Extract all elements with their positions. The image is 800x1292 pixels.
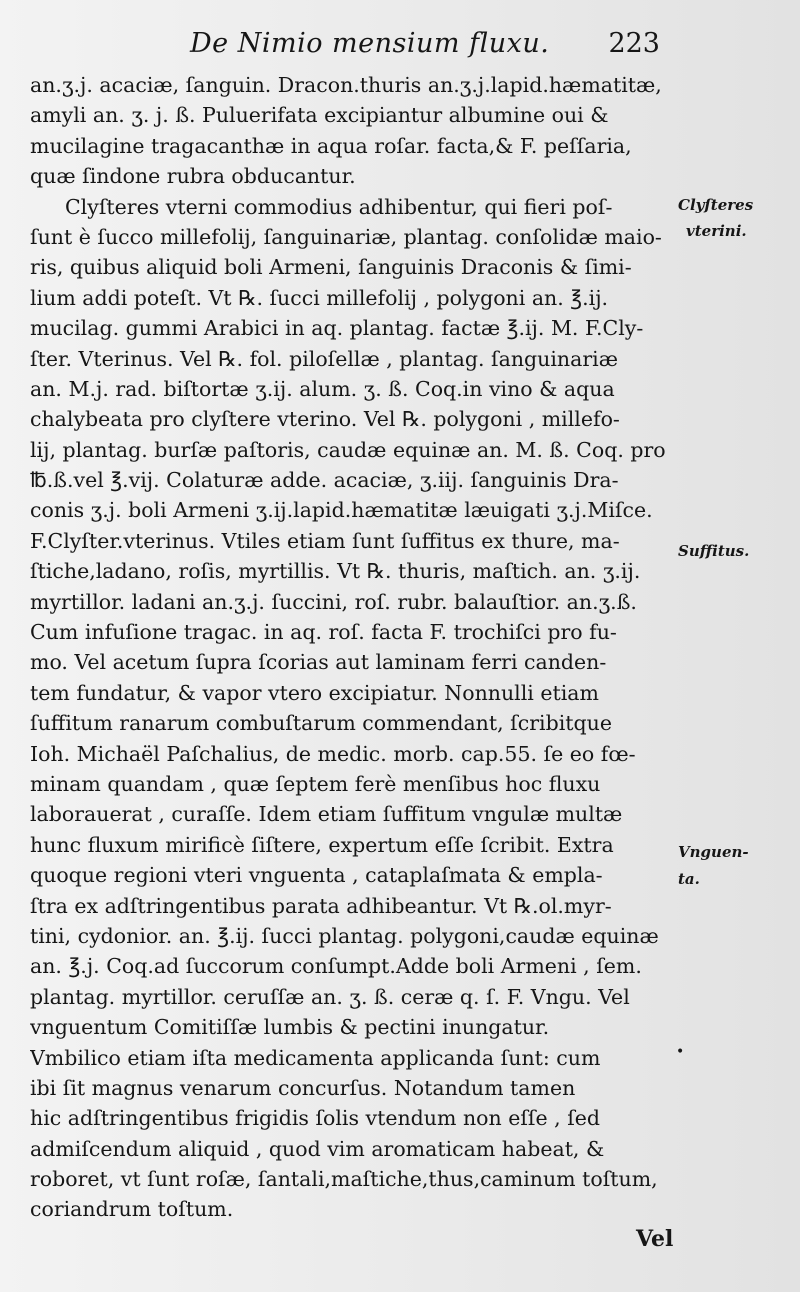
text-line: hunc fluxum mirificè ſiſtere, expertum eſſe ſcribit. Extra [30,832,614,857]
text-line: mo. Vel acetum ſupra ſcorias aut laminam ferri canden- [30,650,607,675]
text-line: mucilagine tragacanthæ in aqua roſar. facta,& F. peſſaria, [30,133,632,158]
text-line: Ioh. Michaël Paſchalius, de medic. morb. cap.55. ſe eo fœ- [30,741,636,766]
text-line: ſtiche,ladano, roſis, myrtillis. Vt ℞. thuris, maſtich. an. ʒ.ij. [30,559,641,584]
text-line: quoque regioni vteri vnguenta , cataplaſmata & empla- [30,863,603,888]
margin-note-unguenta-cont: ta. [678,870,700,888]
paragraph-start-line: Clyſteres vterni commodius adhibentur, qui fieri poſ- [65,194,613,219]
text-line: coriandrum toſtum. [30,1197,234,1222]
text-line: quæ ſindone rubra obducantur. [30,164,356,189]
text-line: vnguentum Comitiſſæ lumbis & pectini inungatur. [30,1015,550,1040]
margin-note-suffitus: Suffitus. [678,542,750,560]
text-line: mucilag. gummi Arabici in aq. plantag. factæ ℥.ij. M. F.Cly- [30,316,644,341]
text-line: an.ʒ.j. acaciæ, ſanguin. Dracon.thuris an.ʒ.j.lapid.hæmatitæ, [30,73,662,97]
text-line: hic adſtringentibus frigidis ſolis vtendum non eſſe , ſed [30,1106,601,1131]
margin-mark: • [676,1044,685,1060]
text-line: roboret, vt ſunt roſæ, ſantali,maſtiche,thus,caminum toſtum, [30,1167,658,1192]
text-line: ſtra ex adſtringentibus parata adhibeantur. Vt ℞.ol.myr- [30,893,612,918]
text-line: amyli an. ʒ. j. ß. Puluerifata excipiantur albumine oui & [30,103,609,128]
text-line: minam quandam , quæ ſeptem ferè menſibus hoc fluxu [30,771,601,796]
margin-note-clysteres: Clyſteres [678,196,754,214]
text-line: lij, plantag. burſæ paſtoris, caudæ equinæ an. M. ß. Coq. pro [30,437,666,462]
running-title: De Nimio mensium fluxu. [190,28,550,59]
text-line: chalybeata pro clyſtere vterino. Vel ℞. polygoni , millefo- [30,407,620,432]
text-line: tini, cydonior. an. ℥.ij. ſucci plantag. polygoni,caudæ equinæ [30,923,659,948]
text-line: ibi ſit magnus venarum concurſus. Notandum tamen [30,1075,576,1100]
text-body [30,70,670,1225]
margin-note-uterini: vterini. [686,222,747,240]
text-line: ſter. Vterinus. Vel ℞. fol. piloſellæ , plantag. ſanguinariæ [30,346,618,371]
text-line: Cum infuſione tragac. in aq. roſ. facta F. trochiſci pro fu- [30,620,617,645]
text-line: ſuffitum ranarum combuſtarum commendant, ſcribitque [30,711,612,736]
catchword: Vel [636,1226,674,1252]
text-line: conis ʒ.j. boli Armeni ʒ.ij.lapid.hæmatitæ læuigati ʒ.j.Miſce. [30,498,653,523]
text-line: plantag. myrtillor. ceruſſæ an. ʒ. ß. ceræ q. ſ. F. Vngu. Vel [30,984,630,1009]
margin-note-unguenta: Vnguen- [678,843,749,861]
text-line: tem fundatur, & vapor vtero excipiatur. Nonnulli etiam [30,680,599,705]
text-line: ſunt è ſucco millefolij, ſanguinariæ, plantag. conſolidæ maio- [30,224,662,249]
text-line: myrtillor. ladani an.ʒ.j. ſuccini, roſ. rubr. balauſtior. an.ʒ.ß. [30,589,637,614]
text-line: lium addi poteſt. Vt ℞. ſucci millefolij , polygoni an. ℥.ij. [30,285,609,310]
text-line: admiſcendum aliquid , quod vim aromaticam habeat, & [30,1136,605,1161]
running-header [190,28,660,68]
text-line: an. M.j. rad. biſtortæ ʒ.ij. alum. ʒ. ß. Coq.in vino & aqua [30,376,615,401]
text-line: an. ℥.j. Coq.ad ſuccorum conſumpt.Adde boli Armeni , ſem. [30,954,642,979]
page-number: 223 [608,28,660,59]
text-line: ris, quibus aliquid boli Armeni, ſanguinis Draconis & ſimi- [30,255,632,280]
text-line: Vmbilico etiam iſta medicamenta applicanda ſunt: cum [30,1045,601,1070]
text-line: laborauerat , curaſſe. Idem etiam ſuffitum vngulæ multæ [30,802,623,827]
text-line: ℔.ß.vel ℥.vij. Colaturæ adde. acaciæ, ʒ.iij. ſanguinis Dra- [30,468,619,493]
text-line: F.Clyſter.vterinus. Vtiles etiam ſunt ſuffitus ex thure, ma- [30,528,620,553]
